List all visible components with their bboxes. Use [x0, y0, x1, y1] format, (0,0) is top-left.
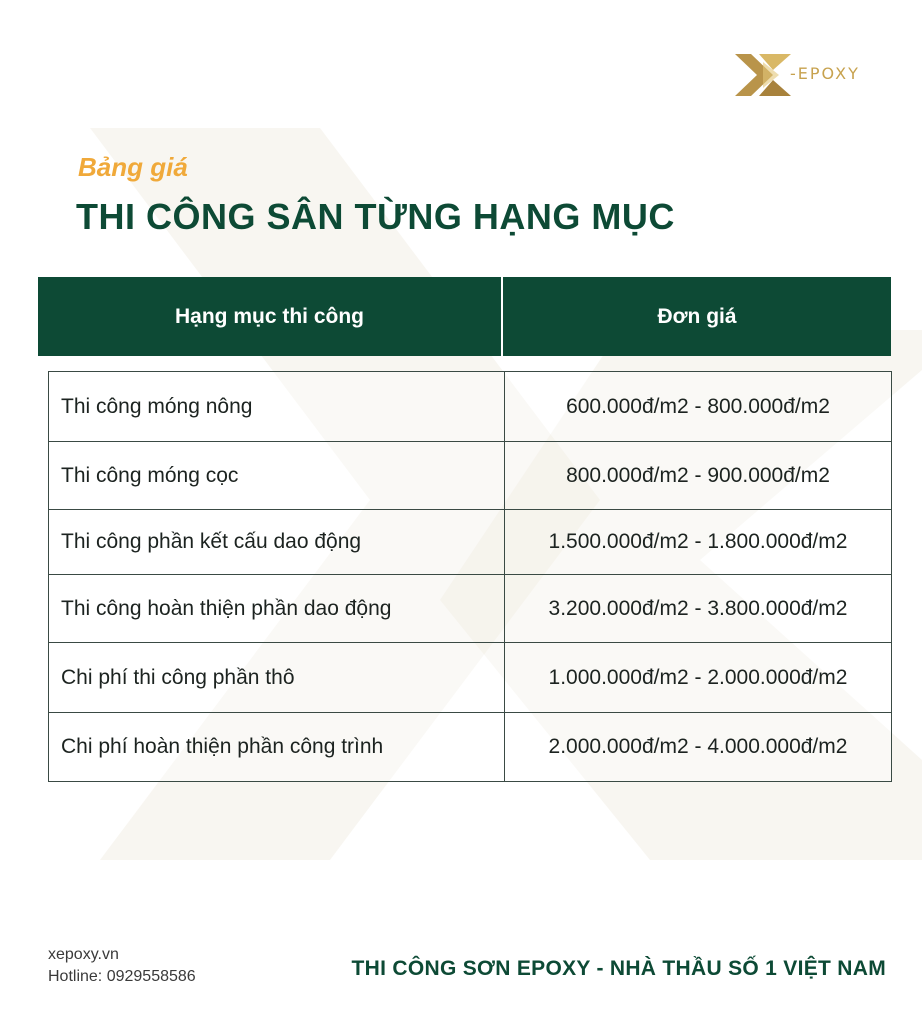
subtitle: Bảng giá	[78, 152, 188, 182]
footer-slogan: THI CÔNG SƠN EPOXY - NHÀ THẦU SỐ 1 VIỆT NAM	[351, 957, 886, 980]
row-price: 600.000đ/m2 - 800.000đ/m2	[505, 372, 892, 442]
row-price: 800.000đ/m2 - 900.000đ/m2	[505, 442, 892, 510]
page-title: THI CÔNG SÂN TỪNG HẠNG MỤC	[76, 196, 675, 237]
row-item: Thi công móng cọc	[49, 442, 505, 510]
footer-website: xepoxy.vn	[48, 946, 119, 963]
table-row	[49, 510, 892, 575]
table-row	[49, 442, 892, 510]
row-price: 1.000.000đ/m2 - 2.000.000đ/m2	[505, 643, 892, 713]
row-item: Thi công phần kết cấu dao động	[49, 510, 505, 575]
table-row	[49, 575, 892, 643]
table-row	[49, 713, 892, 782]
logo-text: -EPOXY	[790, 64, 860, 83]
row-price: 1.500.000đ/m2 - 1.800.000đ/m2	[505, 510, 892, 575]
table-header	[38, 277, 891, 356]
row-item: Chi phí hoàn thiện phần công trình	[49, 713, 505, 782]
row-price: 2.000.000đ/m2 - 4.000.000đ/m2	[505, 713, 892, 782]
footer-hotline: Hotline: 0929558586	[48, 968, 196, 985]
row-item: Chi phí thi công phần thô	[49, 643, 505, 713]
xepoxy-logo	[733, 52, 883, 98]
row-item: Thi công hoàn thiện phần dao động	[49, 575, 505, 643]
row-item: Thi công móng nông	[49, 372, 505, 442]
column-header-item: Hạng mục thi công	[38, 277, 503, 356]
table-row	[49, 372, 892, 442]
table-row	[49, 643, 892, 713]
price-table	[48, 371, 892, 782]
column-header-price: Đơn giá	[503, 277, 891, 356]
row-price: 3.200.000đ/m2 - 3.800.000đ/m2	[505, 575, 892, 643]
